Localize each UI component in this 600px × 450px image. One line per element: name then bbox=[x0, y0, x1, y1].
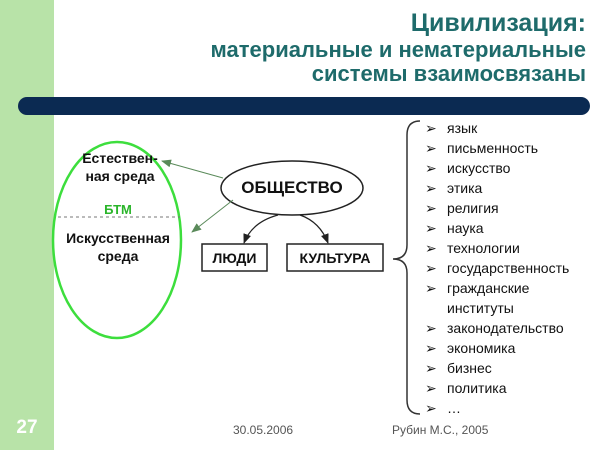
culture-item-text: наука bbox=[447, 220, 484, 236]
culture-items-brace bbox=[393, 121, 420, 414]
culture-item bbox=[425, 118, 569, 138]
culture-item-text: … bbox=[447, 400, 461, 416]
bullet-arrow-icon: ➢ bbox=[425, 220, 437, 236]
bullet-arrow-icon: ➢ bbox=[425, 140, 437, 156]
bullet-arrow-icon: ➢ bbox=[425, 320, 437, 336]
title-line-3: системы взаимосвязаны bbox=[311, 60, 586, 86]
culture-item-text: искусство bbox=[447, 160, 511, 176]
bullet-arrow-icon: ➢ bbox=[425, 240, 437, 256]
culture-item-text: этика bbox=[447, 180, 483, 196]
culture-item bbox=[425, 178, 569, 198]
culture-item-text: законодательство bbox=[447, 320, 564, 336]
arrow-society-to-people bbox=[244, 215, 278, 243]
culture-item bbox=[425, 378, 569, 398]
culture-item-text: религия bbox=[447, 200, 499, 216]
culture-item bbox=[425, 158, 569, 178]
culture-item bbox=[425, 318, 569, 338]
title-line-2: материальные и нематериальные bbox=[210, 36, 586, 62]
society-label: ОБЩЕСТВО bbox=[241, 178, 343, 197]
culture-item bbox=[425, 278, 569, 298]
slide-number: 27 bbox=[16, 417, 38, 438]
culture-item bbox=[425, 138, 569, 158]
culture-item-text: экономика bbox=[447, 340, 516, 356]
bullet-arrow-icon: ➢ bbox=[425, 380, 437, 396]
bullet-arrow-icon: ➢ bbox=[425, 340, 437, 356]
culture-item-text: бизнес bbox=[447, 360, 492, 376]
culture-item-text: письменность bbox=[447, 140, 539, 156]
culture-item-text: язык bbox=[447, 120, 478, 136]
bullet-arrow-icon: ➢ bbox=[425, 400, 437, 416]
bullet-arrow-icon: ➢ bbox=[425, 180, 437, 196]
culture-item-text: государственность bbox=[447, 260, 570, 276]
footer-date: 30.05.2006 bbox=[233, 423, 294, 437]
bullet-arrow-icon: ➢ bbox=[425, 360, 437, 376]
culture-label: КУЛЬТУРА bbox=[299, 249, 371, 266]
culture-item bbox=[425, 258, 569, 278]
culture-item-text: политика bbox=[447, 380, 507, 396]
bullet-arrow-icon: ➢ bbox=[425, 260, 437, 276]
culture-item bbox=[425, 358, 569, 378]
artificial-environment-label: Искусственная среда bbox=[66, 230, 170, 264]
culture-item-continuation: институты bbox=[447, 300, 514, 316]
culture-item bbox=[425, 338, 569, 358]
culture-item-text: технологии bbox=[447, 240, 520, 256]
culture-item bbox=[425, 238, 569, 258]
culture-item bbox=[425, 198, 569, 218]
culture-items-list bbox=[425, 118, 569, 418]
bullet-arrow-icon: ➢ bbox=[425, 200, 437, 216]
culture-item bbox=[425, 398, 569, 418]
bullet-arrow-icon: ➢ bbox=[425, 280, 437, 296]
arrow-society-to-culture bbox=[300, 215, 328, 243]
culture-item-text: гражданские bbox=[447, 280, 530, 296]
culture-item bbox=[425, 218, 569, 238]
people-label: ЛЮДИ bbox=[212, 249, 257, 266]
btm-label: БТМ bbox=[104, 202, 132, 217]
natural-environment-label: Естествен- ная среда bbox=[82, 150, 158, 184]
bullet-arrow-icon: ➢ bbox=[425, 160, 437, 176]
bullet-arrow-icon: ➢ bbox=[425, 120, 437, 136]
footer-author: Рубин М.С., 2005 bbox=[392, 423, 489, 437]
title-line-1: Цивилизация: bbox=[410, 9, 586, 37]
